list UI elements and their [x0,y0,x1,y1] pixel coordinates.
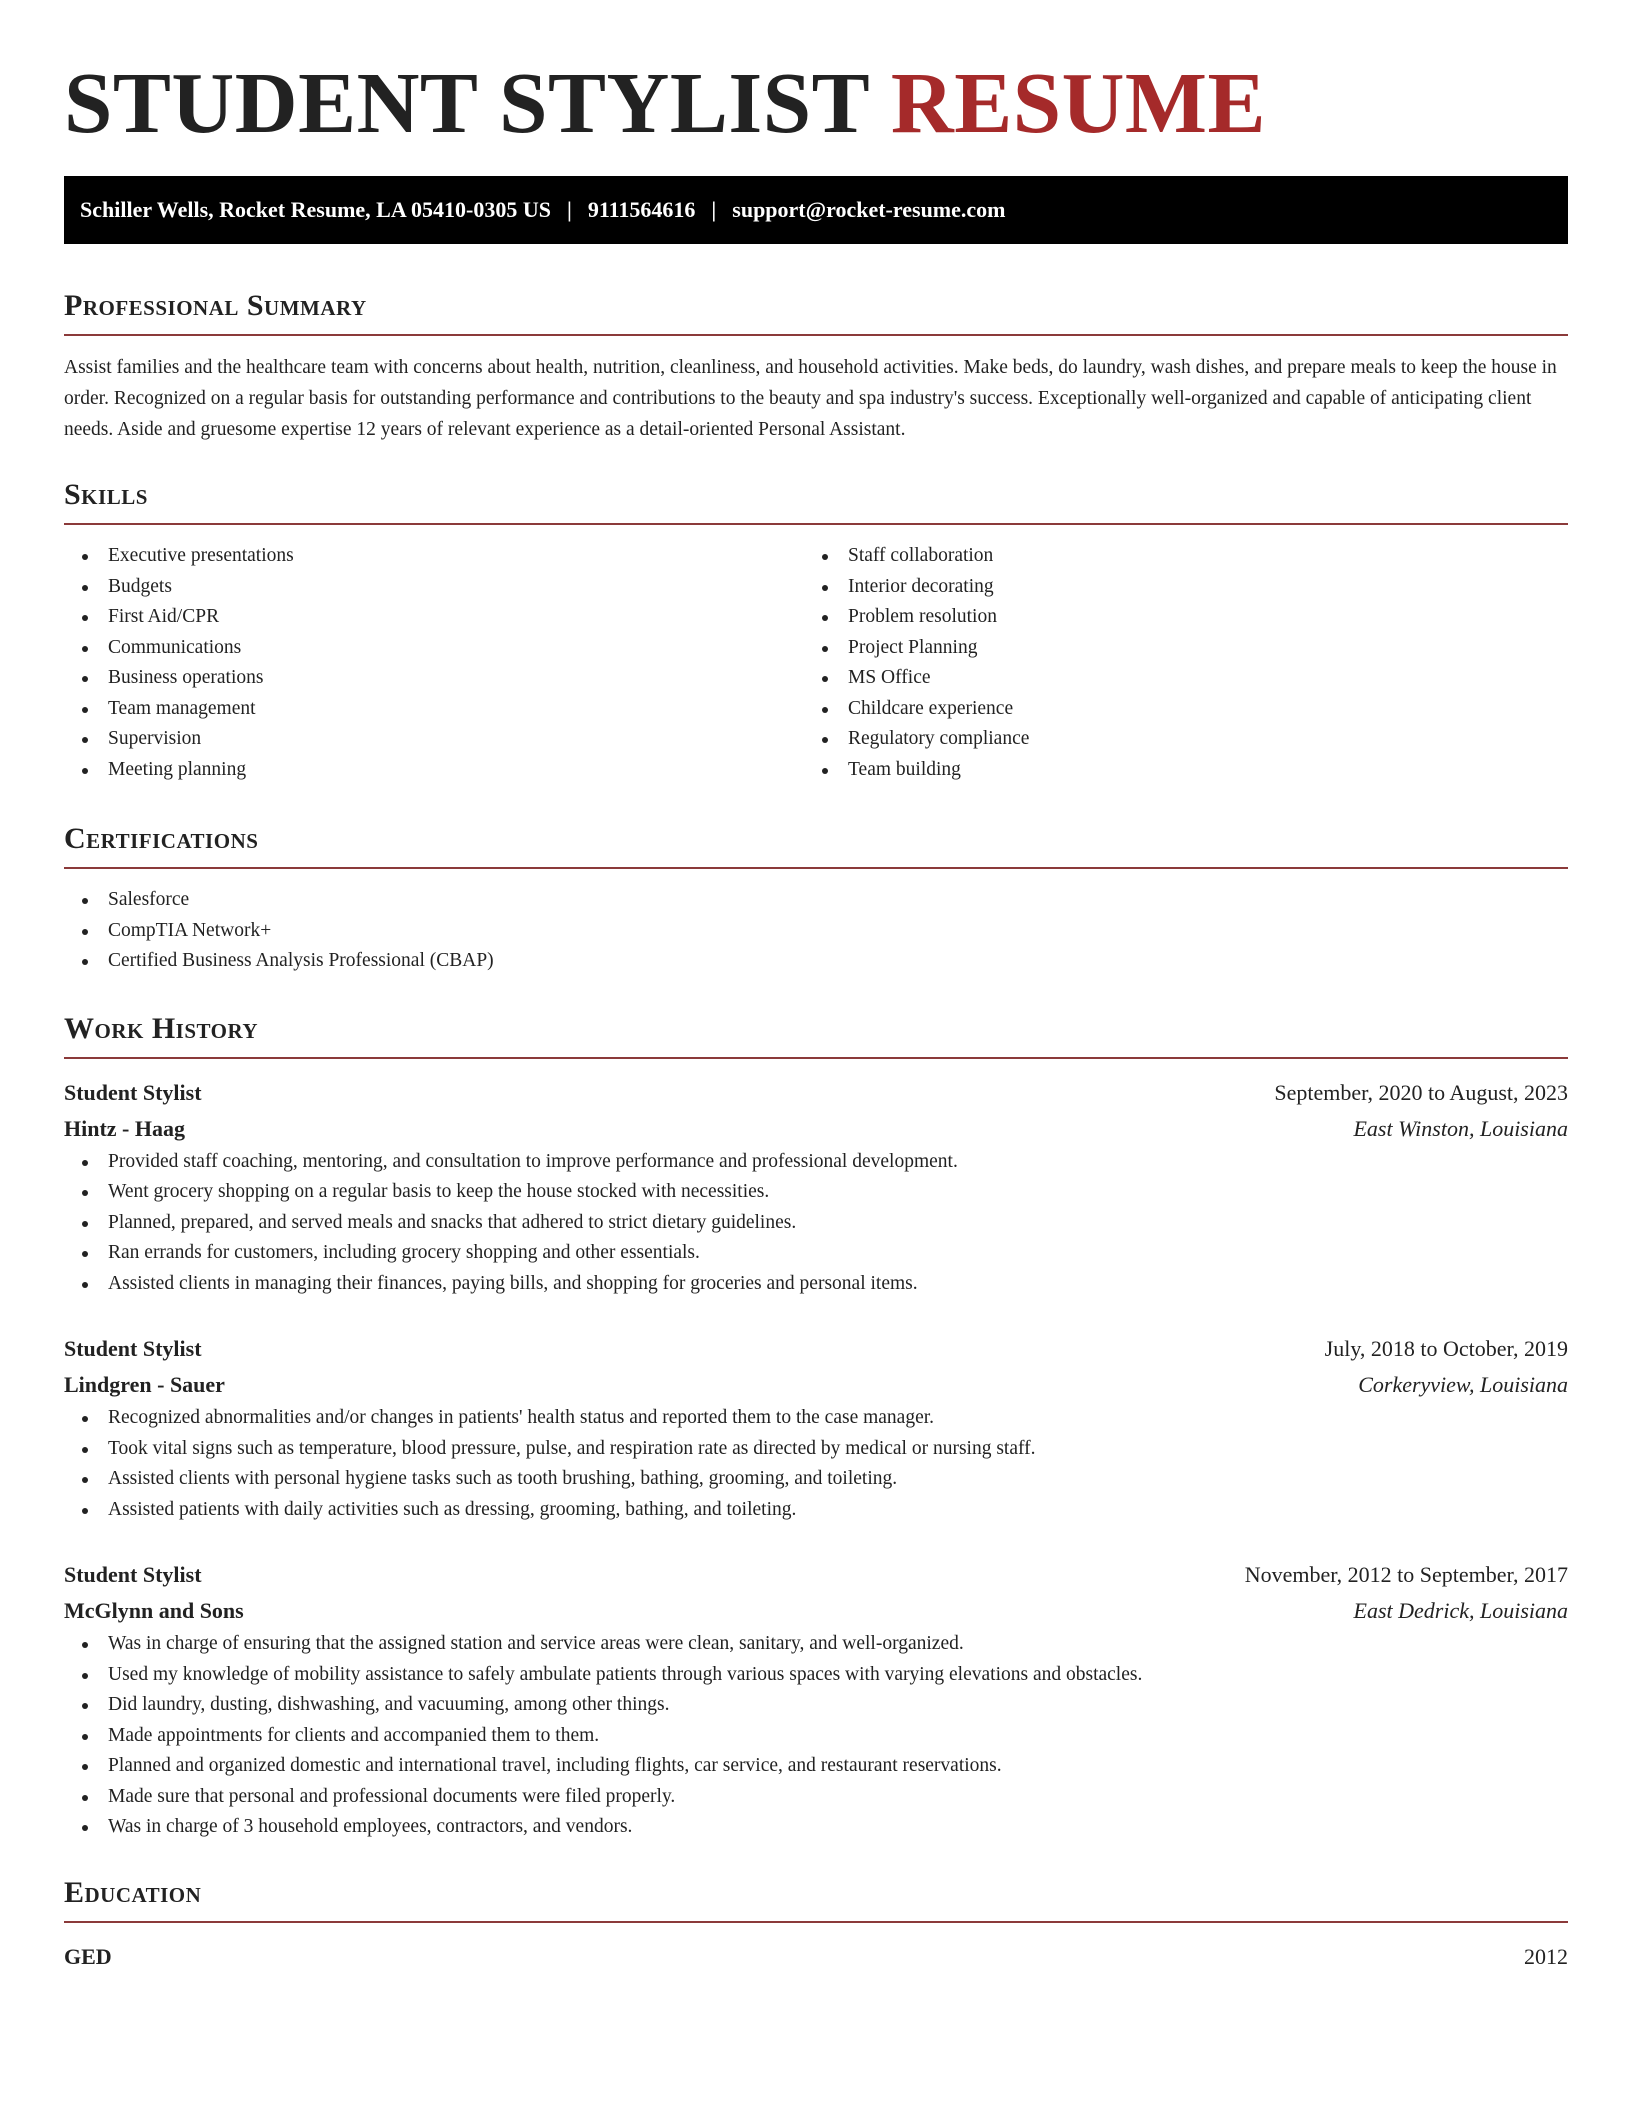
section-divider [64,867,1568,869]
job-company: McGlynn and Sons [64,1598,244,1623]
job-entry [64,1557,1568,1843]
job-entry [64,1075,1568,1300]
education-heading: Education [64,1875,202,1909]
title-accent: RESUME [890,54,1267,151]
job-title: Student Stylist [64,1562,202,1587]
certification-item: CompTIA Network+ [64,916,1568,947]
section-divider [64,334,1568,336]
work-history-heading: Work History [64,1011,259,1045]
contact-email: support@rocket-resume.com [732,197,1006,222]
contact-address: Schiller Wells, Rocket Resume, LA 05410-0305 US [80,197,551,222]
job-title: Student Stylist [64,1336,202,1361]
skill-item: Interior decorating [804,572,1544,603]
job-duty-item: Assisted clients in managing their finances, paying bills, and shopping for groceries and personal items. [64,1269,1568,1300]
job-duty-item: Did laundry, dusting, dishwashing, and vacuuming, among other things. [64,1690,1568,1721]
skill-item: Project Planning [804,633,1544,664]
job-company: Lindgren - Sauer [64,1372,225,1397]
certification-item: Salesforce [64,885,1568,916]
job-title: Student Stylist [64,1079,202,1105]
job-header-row [64,1075,1568,1111]
resume-page [64,0,1568,1975]
job-duty-item: Planned and organized domestic and international travel, including flights, car service, and restaurant reservations. [64,1751,1568,1782]
contact-separator: | [711,197,717,222]
job-header-row [64,1331,1568,1367]
skill-item: Regulatory compliance [804,724,1544,755]
skill-item: MS Office [804,663,1544,694]
summary-section [64,282,1568,445]
skill-item: Staff collaboration [804,541,1544,572]
job-duty-item: Took vital signs such as temperature, blood pressure, pulse, and respiration rate as directed by medical or nursing staff. [64,1434,1568,1465]
job-duties-list [64,1403,1568,1525]
education-entry [64,1939,1568,1975]
job-dates: November, 2012 to September, 2017 [1244,1562,1568,1587]
work-history-section [64,1005,1568,1843]
job-company: Hintz - Haag [64,1115,185,1141]
education-row [64,1939,1568,1975]
education-year: 2012 [1524,1943,1568,1969]
job-duty-item: Ran errands for customers, including grocery shopping and other essentials. [64,1238,1568,1269]
contact-phone: 9111564616 [587,197,696,222]
certifications-heading: Certifications [64,822,259,855]
job-duties-list [64,1147,1568,1300]
resume-title [64,0,1568,154]
section-divider [64,1921,1568,1923]
job-duty-item: Recognized abnormalities and/or changes in patients' health status and reported them to the case manager. [64,1403,1568,1434]
skill-item: Executive presentations [64,541,804,572]
jobs-list [64,1075,1568,1843]
skills-section [64,471,1568,785]
skills-list-right [804,541,1544,785]
job-duty-item: Provided staff coaching, mentoring, and consultation to improve performance and professional development. [64,1147,1568,1178]
job-duty-item: Assisted patients with daily activities such as dressing, grooming, bathing, and toileting. [64,1495,1568,1526]
job-header-row [64,1557,1568,1593]
contact-separator: | [566,197,572,222]
job-duty-item: Planned, prepared, and served meals and snacks that adhered to strict dietary guidelines. [64,1208,1568,1239]
skills-heading: Skills [64,478,148,511]
skills-list-left [64,541,804,785]
job-company-row [64,1593,1568,1629]
job-duty-item: Was in charge of ensuring that the assigned station and service areas were clean, sanitary, and well-organized. [64,1629,1568,1660]
skill-item: Business operations [64,663,804,694]
section-divider [64,1057,1568,1059]
contact-bar [64,176,1568,244]
skill-item: Team building [804,755,1544,786]
summary-text: Assist families and the healthcare team with concerns about health, nutrition, cleanliness, and household activities. Make beds, do laundry, wash dishes, and prepare meals to keep the house in order. Recognized on a regular basis for outstanding performance and contributions to the beauty and spa industry's success. Exceptionally well-organized and capable of anticipating client needs. Aside and gruesome expertise 12 years of relevant experience as a detail-oriented Personal Assistant. [64,357,1557,440]
job-dates: September, 2020 to August, 2023 [1274,1079,1568,1105]
certifications-list [64,885,1568,977]
education-degree: GED [64,1943,112,1969]
skill-item: Budgets [64,572,804,603]
skill-item: Team management [64,694,804,725]
job-duties-list [64,1629,1568,1843]
job-location: Corkeryview, Louisiana [1358,1372,1568,1397]
skill-item: Problem resolution [804,602,1544,633]
job-duty-item: Used my knowledge of mobility assistance to safely ambulate patients through various spaces with varying elevations and obstacles. [64,1660,1568,1691]
skill-item: Supervision [64,724,804,755]
certifications-section [64,815,1568,977]
skill-item: First Aid/CPR [64,602,804,633]
skill-item: Childcare experience [804,694,1544,725]
skill-item: Meeting planning [64,755,804,786]
summary-heading: Professional Summary [64,289,367,322]
job-location: East Dedrick, Louisiana [1353,1598,1568,1623]
job-duty-item: Went grocery shopping on a regular basis to keep the house stocked with necessities. [64,1177,1568,1208]
skill-item: Communications [64,633,804,664]
job-entry [64,1331,1568,1525]
title-main: STUDENT STYLIST [64,54,869,151]
job-duty-item: Was in charge of 3 household employees, contractors, and vendors. [64,1812,1568,1843]
job-company-row [64,1111,1568,1147]
section-divider [64,523,1568,525]
skills-grid [64,541,1568,785]
job-location: East Winston, Louisiana [1353,1115,1568,1141]
job-duty-item: Made appointments for clients and accompanied them to them. [64,1721,1568,1752]
job-company-row [64,1367,1568,1403]
job-dates: July, 2018 to October, 2019 [1324,1336,1568,1361]
certification-item: Certified Business Analysis Professional (CBAP) [64,946,1568,977]
job-duty-item: Made sure that personal and professional documents were filed properly. [64,1782,1568,1813]
education-section [64,1869,1568,1975]
job-duty-item: Assisted clients with personal hygiene tasks such as tooth brushing, bathing, grooming, and toileting. [64,1464,1568,1495]
